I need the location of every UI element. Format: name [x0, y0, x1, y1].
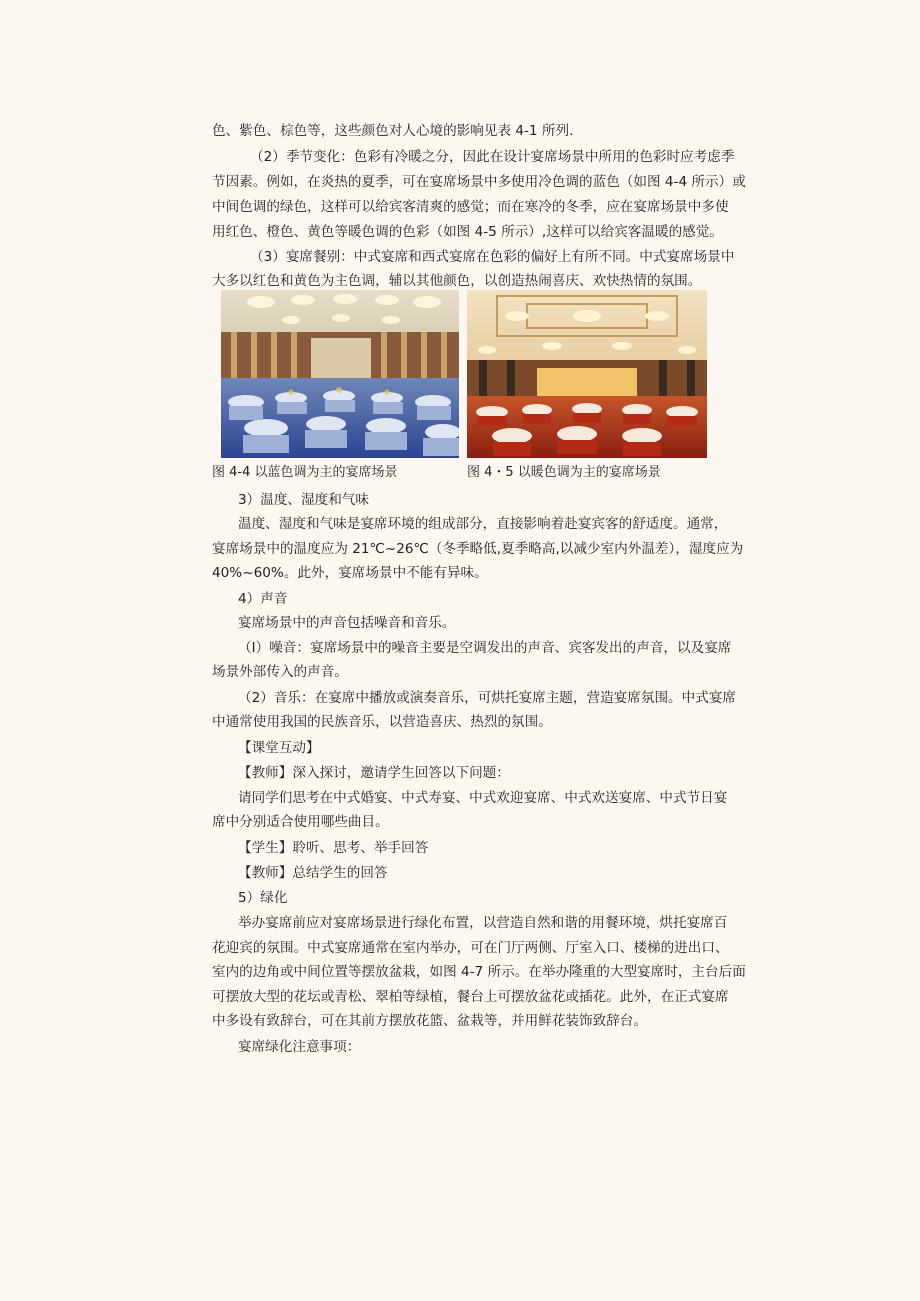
text-line: 可摆放大型的花坛或青松、翠柏等绿植，餐台上可摆放盆花或插花。此外，在正式宴席 — [212, 989, 729, 1005]
text-line: （2）音乐：在宴席中播放或演奏音乐，可烘托宴席主题，营造宴席氛围。中式宴席 — [238, 690, 737, 706]
text-line: （3）宴席餐别：中式宴席和西式宴席在色彩的偏好上有所不同。中式宴席场景中 — [250, 249, 735, 265]
section-heading: 4）声音 — [238, 591, 288, 607]
text-line: 中通常使用我国的民族音乐，以营造喜庆、热烈的氛围。 — [212, 714, 552, 730]
text-line: 席中分别适合使用哪些曲目。 — [212, 814, 389, 830]
text-line: 宴席场景中的声音包括噪音和音乐。 — [238, 615, 456, 631]
figure-caption: 图 4-4 以蓝色调为主的宴席场景 — [212, 465, 398, 480]
figure-caption: 图 4・5 以暖色调为主的宴席场景 — [467, 465, 661, 480]
text-line: 举办宴席前应对宴席场景进行绿化布置，以营造自然和谐的用餐环境，烘托宴席百 — [238, 915, 728, 931]
text-line: 中间色调的绿色，这样可以给宾客清爽的感觉；而在寒冷的冬季，应在宴席场景中多使 — [212, 199, 729, 215]
text-line: 大多以红色和黄色为主色调，辅以其他颜色，以创造热闹喜庆、欢快热情的氛围。 — [212, 273, 702, 289]
text-line: 中多设有致辞台，可在其前方摆放花篮、盆栽等，并用鲜花装饰致辞台。 — [212, 1013, 647, 1029]
figure-warm-banquet-hall — [467, 290, 707, 458]
text-line: 节因素。例如，在炎热的夏季，可在宴席场景中多使用冷色调的蓝色（如图 4-4 所示）或 — [212, 174, 746, 190]
text-line: 【学生】聆听、思考、举手回答 — [238, 840, 429, 856]
text-line: 宴席绿化注意事项： — [238, 1039, 361, 1055]
text-line: （2）季节变化：色彩有冷暖之分，因此在设计宴席场景中所用的色彩时应考虑季 — [250, 149, 735, 165]
text-line: 场景外部传入的声音。 — [212, 664, 348, 680]
interaction-title: 【课堂互动】 — [238, 740, 320, 756]
figure-blue-banquet-hall — [221, 290, 459, 458]
section-heading: 3）温度、湿度和气味 — [238, 492, 369, 508]
text-line: 花迎宾的氛围。中式宴席通常在室内举办，可在门厅两侧、厅室入口、楼梯的进出口、 — [212, 940, 729, 956]
text-line: 宴席场景中的温度应为 21℃~26℃（冬季略低,夏季略高,以减少室内外温差），湿度应为 — [212, 541, 744, 557]
section-heading: 5）绿化 — [238, 890, 288, 906]
text-line: （I）噪音：宴席场景中的噪音主要是空调发出的声音、宾客发出的声音，以及宴席 — [238, 640, 732, 656]
text-line: 【教师】总结学生的回答 — [238, 865, 388, 881]
text-line: 色、紫色、棕色等，这些颜色对人心境的影响见表 4-1 所列. — [212, 123, 574, 139]
text-line: 温度、湿度和气味是宴席环境的组成部分，直接影响着赴宴宾客的舒适度。通常， — [238, 516, 728, 532]
text-line: 40%~60%。此外，宴席场景中不能有异味。 — [212, 565, 488, 581]
text-line: 室内的边角或中间位置等摆放盆栽，如图 4-7 所示。在举办隆重的大型宴席时，主台后面 — [212, 964, 746, 980]
text-line: 用红色、橙色、黄色等暖色调的色彩（如图 4-5 所示）,这样可以给宾客温暖的感觉。 — [212, 224, 723, 240]
text-line: 【教师】深入探讨，邀请学生回答以下问题： — [238, 765, 510, 781]
text-line: 请同学们思考在中式婚宴、中式寿宴、中式欢迎宴席、中式欢送宴席、中式节日宴 — [238, 790, 728, 806]
